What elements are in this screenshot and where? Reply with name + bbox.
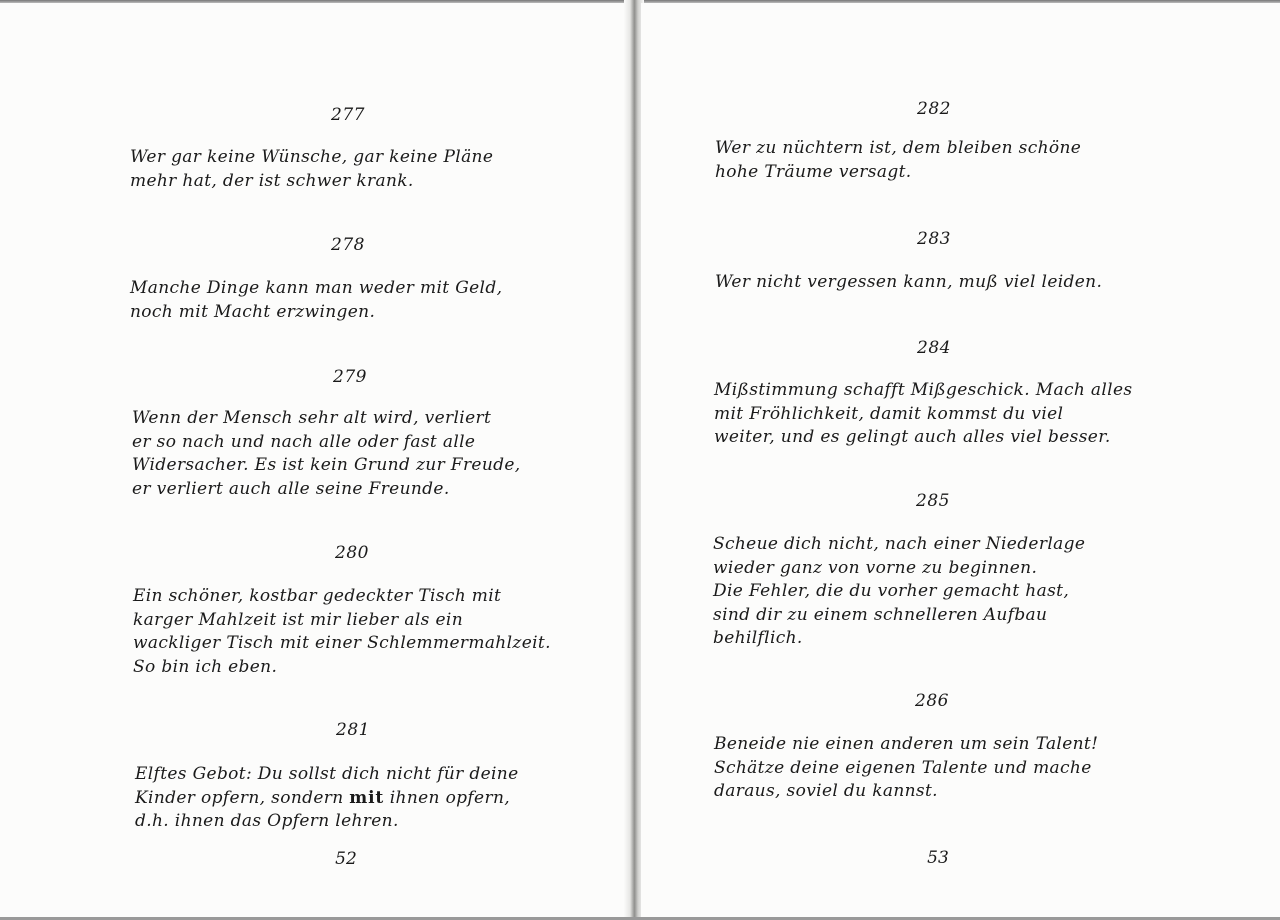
entry-text: Beneide nie einen anderen um sein Talent! Schätze deine eigenen Talente und mache daraus, soviel du kannst. [714,734,1099,801]
entry-text: Wenn der Mensch sehr alt wird, verliert er so nach und nach alle oder fast alle Widersacher. Es ist kein Grund zur Freude, er verliert auch alle seine Freunde. [132,408,521,499]
entry-text: Mißstimmung schafft Mißgeschick. Mach alles mit Fröhlichkeit, damit kommst du viel weiter, und es gelingt auch alles viel besser. [714,380,1133,447]
entry-text: Wer zu nüchtern ist, dem bleiben schöne hohe Träume versagt. [715,138,1082,182]
entry-number: 280 [335,543,369,563]
emphasis-mit: mit [349,787,384,808]
entry-number: 278 [331,235,365,255]
entry-number: 286 [915,691,949,711]
entry-text: Scheue dich nicht, nach einer Niederlage wieder ganz von vorne zu beginnen. Die Fehler, die du vorher gemacht hast, sind dir zu einem schnelleren Aufbau behilflich. [713,534,1086,648]
entry-number: 285 [916,491,950,511]
entry-number: 284 [917,338,951,358]
entry-text: Wer nicht vergessen kann, muß viel leiden. [715,272,1103,292]
page-number: 53 [927,848,949,868]
entry-text: Ein schöner, kostbar gedeckter Tisch mit karger Mahlzeit ist mir lieber als ein wackliger Tisch mit einer Schlemmermahlzeit. So bin ich eben. [133,586,551,677]
entry-number: 277 [331,105,365,125]
entry-number: 281 [336,720,370,740]
right-page [641,3,1280,917]
entry-number: 282 [917,99,951,119]
entry-number: 279 [333,367,367,387]
entry-number: 283 [917,229,951,249]
page-number: 52 [335,849,357,869]
entry-text: Wer gar keine Wünsche, gar keine Pläne mehr hat, der ist schwer krank. [130,147,494,191]
left-page [0,3,628,917]
entry-text: Manche Dinge kann man weder mit Geld, noch mit Macht erzwingen. [130,278,503,322]
entry-text: Elftes Gebot: Du sollst dich nicht für deine Kinder opfern, sondern mit ihnen opfern, d.h. ihnen das Opfern lehren. [135,764,519,831]
